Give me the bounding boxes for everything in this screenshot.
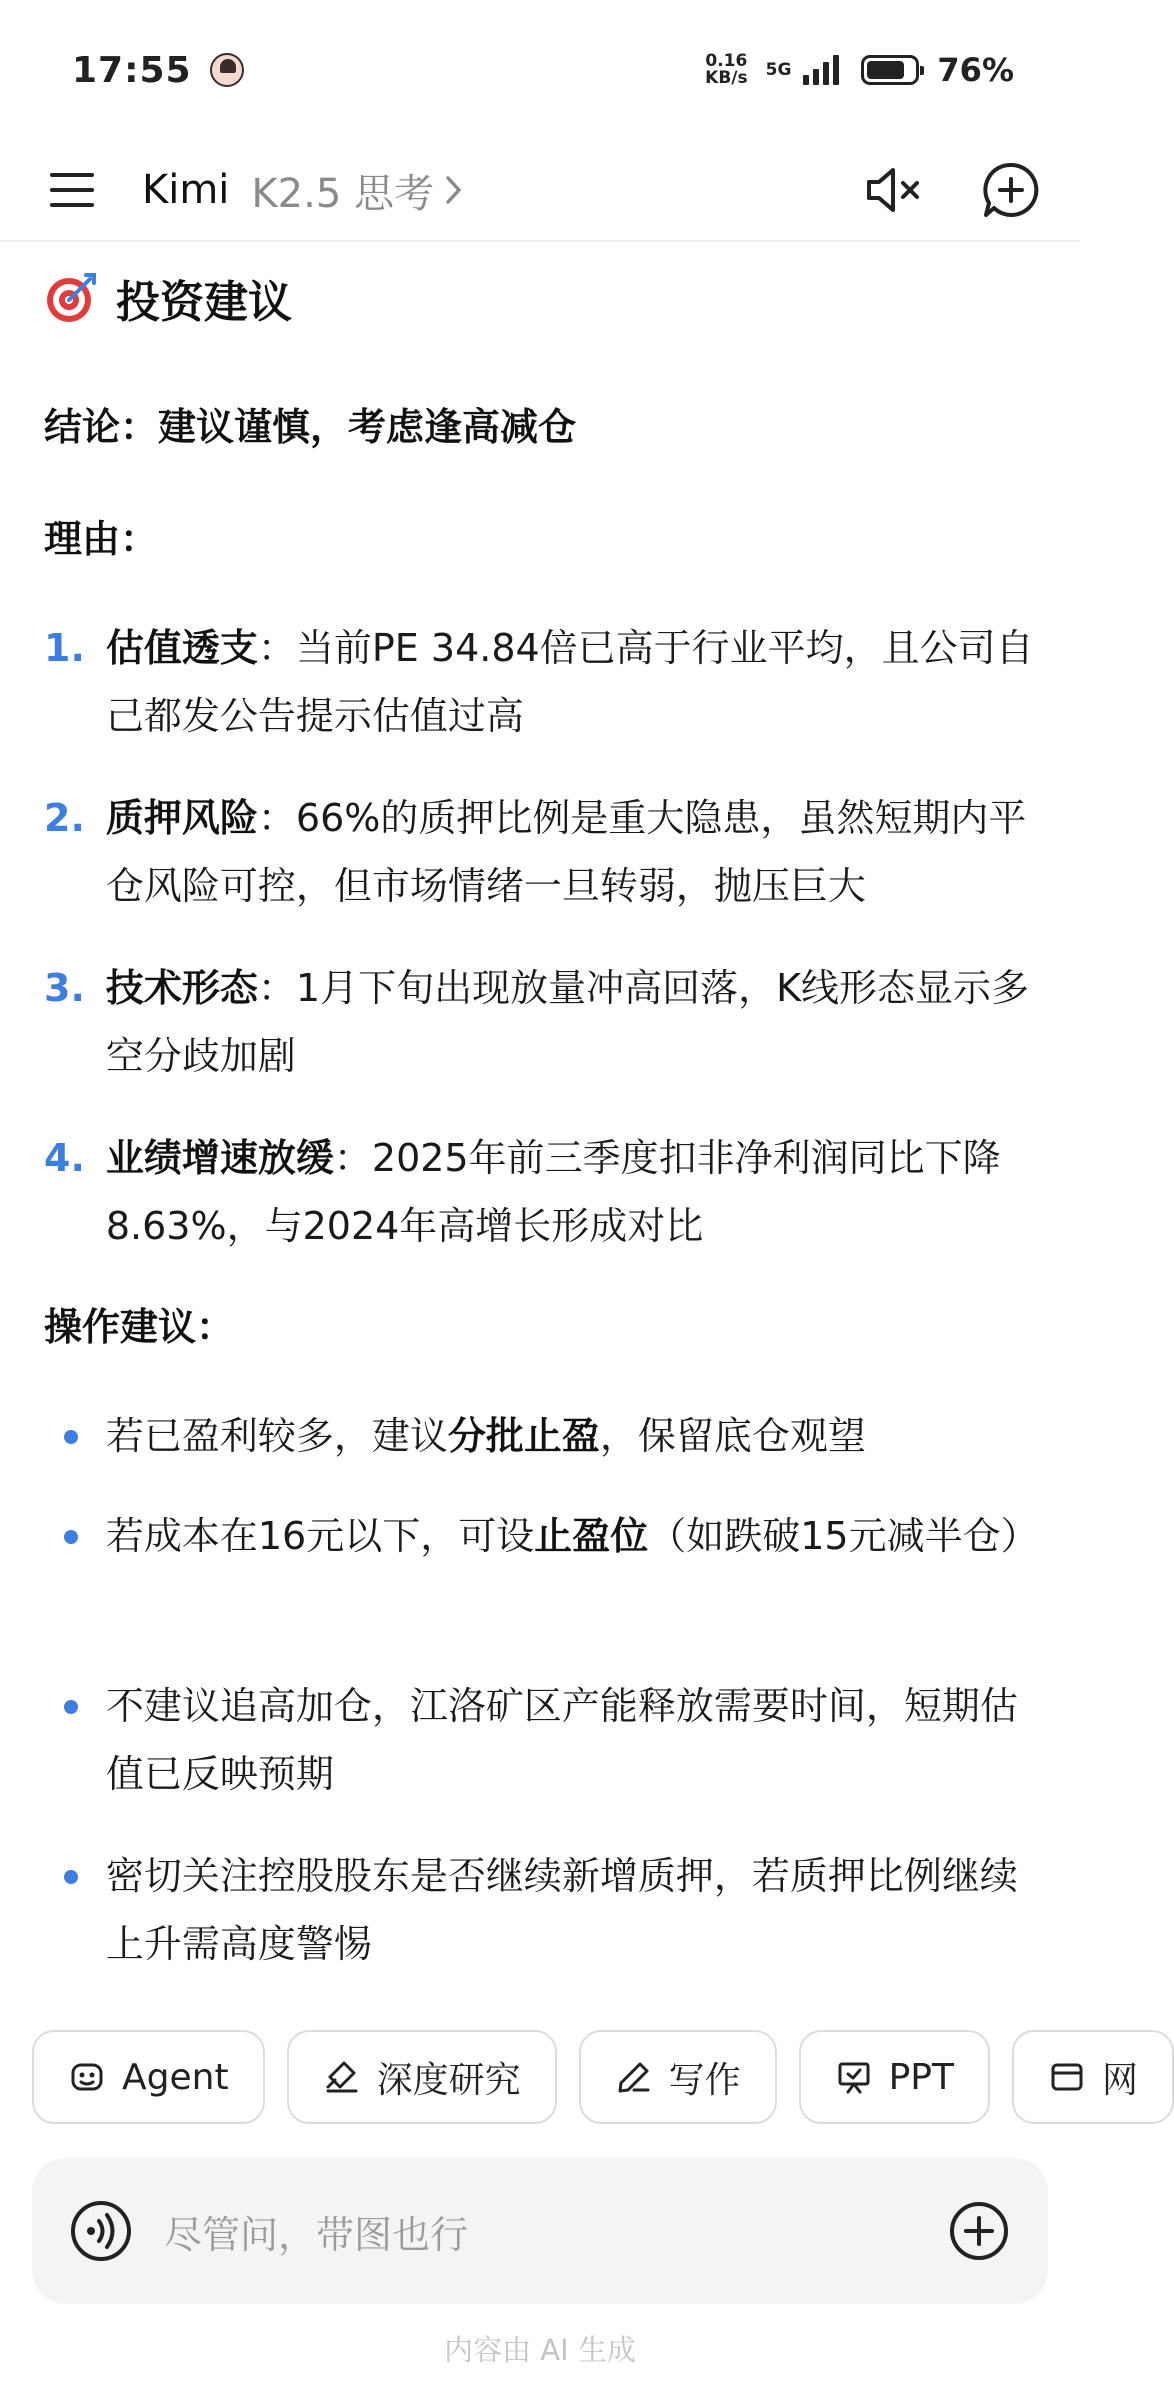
chip-writing[interactable] [579,2030,777,2124]
action-item [44,1672,1044,1808]
target-icon [44,271,98,325]
action-text: 密切关注控股股东是否继续新增质押，若质押比例继续上升需高度警惕 [105,1854,1018,1966]
actions-label: 操作建议： [44,1305,235,1349]
reason-text [106,614,1044,750]
network-type: 5G [765,59,792,80]
reason-body: ：当前PE 34.84倍已高于行业平均，且公司自己都发公告提示估值过高 [105,626,1034,738]
chip-label: 深度研究 [376,2059,521,2101]
chevron-right-icon[interactable] [444,173,464,207]
status-bar [0,0,1080,140]
reason-title: 估值透支 [105,626,258,670]
reason-text [106,1124,1044,1260]
conclusion-text: 结论：建议谨慎，考虑逢高减仓 [44,405,577,449]
action-item [44,1402,1044,1470]
chip-ppt[interactable] [799,2030,990,2124]
chip-label: 写作 [668,2059,741,2101]
app-name: Kimi [142,167,230,213]
research-icon [323,2058,361,2096]
reason-body: ：2025年前三季度扣非净利润同比下降8.63%，与2024年高增长形成对比 [105,1136,1001,1248]
agent-icon [68,2058,106,2096]
voice-input-icon[interactable] [68,2198,134,2264]
action-text: 若成本在16元以下，可设止盈位（如跌破15元减半仓） [105,1514,1039,1558]
quick-action-chips [32,2030,1139,2126]
menu-icon[interactable] [36,154,108,226]
chip-label: Agent [122,2056,229,2098]
ai-disclaimer: 内容由 AI 生成 [444,2333,636,2367]
battery-percent: 76% [937,51,1014,89]
notification-avatar-icon [210,53,244,87]
action-item [44,1842,1044,1978]
action-text: 不建议追高加仓，江洛矿区产能释放需要时间，短期估值已反映预期 [105,1684,1018,1796]
model-selector[interactable]: K2.5 思考 [251,170,434,217]
network-speed [705,53,747,87]
pen-icon [615,2058,653,2096]
reason-title: 业绩增速放缓 [105,1136,334,1180]
reason-item [44,614,1044,750]
reason-title: 质押风险 [105,796,258,840]
message-input[interactable]: 尽管问，带图也行 [164,2212,469,2257]
ppt-icon [835,2058,873,2096]
reason-number: 2. [44,796,85,840]
bullet-icon [44,1672,106,1740]
action-item [44,1502,1044,1570]
chip-deep-research[interactable] [287,2030,557,2124]
reasons-label: 理由： [44,517,159,561]
speaker-mute-icon[interactable] [860,157,926,223]
header-actions [860,157,1044,223]
bullet-icon [44,1842,106,1910]
chip-label: 网 [1102,2059,1139,2101]
status-time: 17:55 [72,49,192,91]
reason-item [44,784,1044,920]
network-speed-unit: KB/s [705,68,748,88]
chip-web[interactable] [1012,2030,1174,2124]
reason-item [44,954,1044,1090]
reason-text [106,784,1044,920]
section-title-text: 投资建议 [116,277,292,328]
battery-icon [861,55,919,85]
reason-title: 技术形态 [105,966,258,1010]
bullet-icon [44,1402,106,1470]
app-header [0,140,1080,242]
reason-item [44,1124,1044,1260]
reason-text [106,954,1044,1090]
reason-body: ：66%的质押比例是重大隐患，虽然短期内平仓风险可控，但市场情绪一旦转弱，抛压巨大 [105,796,1027,908]
status-indicators [705,51,1014,89]
signal-icon [803,55,839,85]
add-attachment-icon[interactable] [946,2198,1012,2264]
section-title [44,266,292,330]
reason-number: 4. [44,1136,85,1180]
chip-agent[interactable] [32,2030,265,2124]
new-chat-icon[interactable] [978,157,1044,223]
network-speed-value: 0.16 [705,51,748,71]
reason-body: ：1月下旬出现放量冲高回落，K线形态显示多空分歧加剧 [105,966,1029,1078]
message-content [0,244,1080,1964]
bullet-icon [44,1502,106,1570]
action-text: 若已盈利较多，建议分批止盈，保留底仓观望 [105,1414,866,1458]
reason-number: 1. [44,626,85,670]
browser-icon [1048,2058,1086,2096]
reason-number: 3. [44,966,85,1010]
chip-label: PPT [888,2056,955,2098]
message-input-box[interactable] [32,2158,1048,2304]
